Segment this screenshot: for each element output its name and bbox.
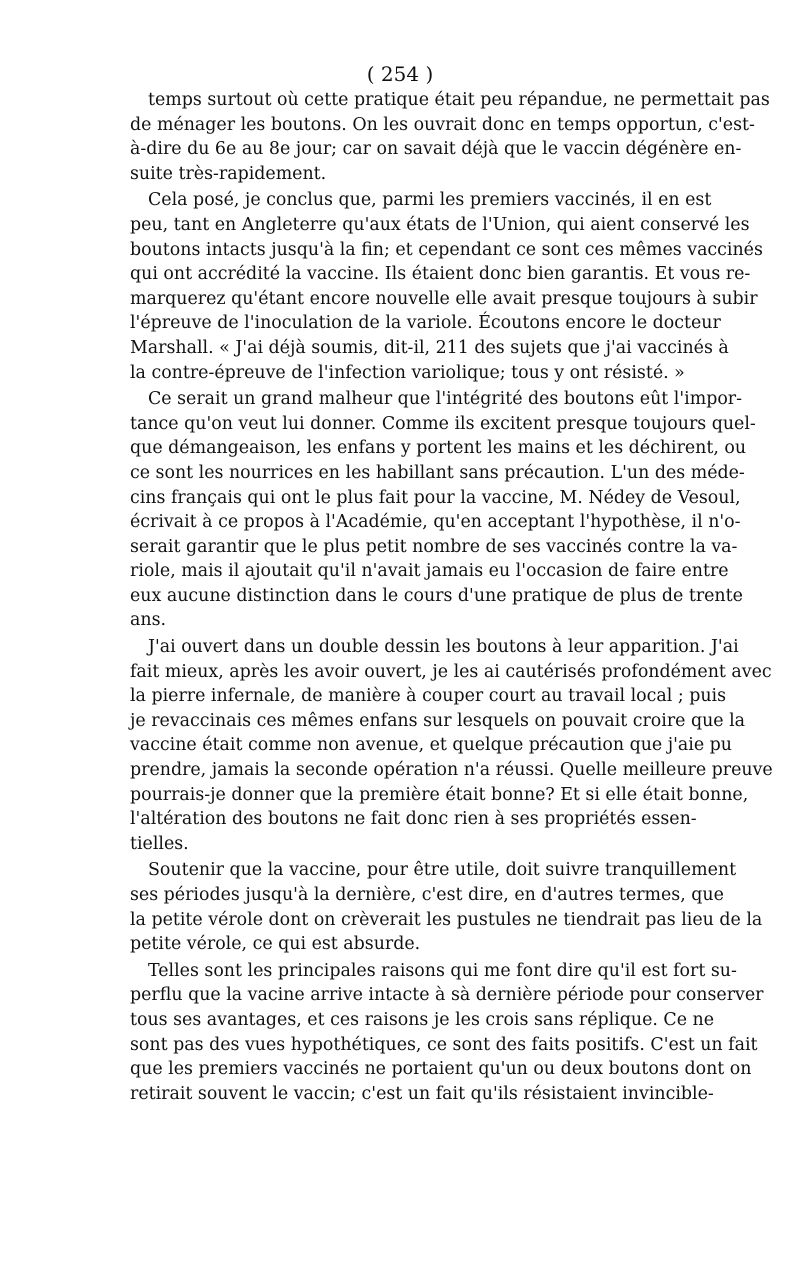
text-line: pourrais-je donner que la première était bonne? Et si elle était bonne, [130,784,749,805]
text-line: tous ses avantages, et ces raisons je les crois sans réplique. Ce ne [130,1009,715,1030]
text-line: cins français qui ont le plus fait pour la vaccine, M. Nédey de Vesoul, [130,487,741,508]
text-line: vaccine était comme non avenue, et quelque précaution que j'aie pu [130,735,732,756]
text-line: tielles. [130,833,189,854]
text-line: retirait souvent le vaccin; c'est un fait qu'ils résistaient invincible- [130,1083,714,1104]
text-line: l'épreuve de l'inoculation de la variole. Écoutons encore le docteur [130,313,721,334]
text-line: perflu que la vacine arrive intacte à sà dernière période pour conserver [130,985,764,1006]
text-line: que les premiers vaccinés ne portaient qu'un ou deux boutons dont on [130,1059,752,1080]
text-line: la pierre infernale, de manière à couper court au travail local ; puis [130,686,727,707]
page-number: ( 254 ) [366,62,434,86]
text-line: ses périodes jusqu'à la dernière, c'est dire, en d'autres termes, que [130,885,724,905]
text-line: Marshall. « J'ai déjà soumis, dit-il, 211 des sujets que j'ai vaccinés à [130,337,729,358]
paragraph [130,635,773,856]
text-line: écrivait à ce propos à l'Académie, qu'en acceptant l'hypothèse, il n'o- [130,512,741,533]
paragraph [130,858,763,956]
text-line: prendre, jamais la seconde opération n'a réussi. Quelle meilleure preuve [130,760,773,781]
text-line: Ce serait un grand malheur que l'intégrité des boutons eût l'impor- [148,389,742,410]
text-line: riole, mais il ajoutait qu'il n'avait jamais eu l'occasion de faire entre [130,561,729,582]
text-line: qui ont accrédité la vaccine. Ils étaient donc bien garantis. Et vous re- [130,264,751,285]
text-line: Cela posé, je conclus que, parmi les premiers vaccinés, il en est [148,190,712,211]
text-line: peu, tant en Angleterre qu'aux états de l'Union, qui aient conservé les [130,214,750,235]
paragraph [130,88,770,186]
text-line: l'altération des boutons ne fait donc rien à ses propriétés essen- [130,809,697,830]
body-text [130,88,773,1106]
text-line: tance qu'on veut lui donner. Comme ils excitent presque toujours quel- [130,413,756,434]
text-line: fait mieux, après les avoir ouvert, je les ai cautérisés profondément avec [130,661,772,682]
text-line: marquerez qu'étant encore nouvelle elle avait presque toujours à subir [130,288,758,309]
text-line: ce sont les nourrices en les habillant sans précaution. L'un des méde- [130,462,745,483]
text-line: serait garantir que le plus petit nombre de ses vaccinés contre la va- [130,536,738,557]
text-line: boutons intacts jusqu'à la fin; et cependant ce sont ces mêmes vaccinés [130,239,763,260]
text-line: sont pas des vues hypothétiques, ce sont des faits positifs. C'est un fait [130,1034,758,1055]
text-line: petite vérole, ce qui est absurde. [130,934,421,955]
text-line: la contre-épreuve de l'infection variolique; tous y ont résisté. » [130,362,685,383]
text-line: je revaccinais ces mêmes enfans sur lesquels on pouvait croire que la [130,710,746,731]
text-line: de ménager les boutons. On les ouvrait donc en temps opportun, c'est- [130,114,755,135]
text-line: suite très-rapidement. [130,163,327,184]
paragraph [130,188,763,385]
text-line: Telles sont les principales raisons qui me font dire qu'il est fort su- [148,960,737,981]
paragraph [130,387,756,633]
text-line: eux aucune distinction dans le cours d'une pratique de plus de trente [130,585,743,606]
text-line: Soutenir que la vaccine, pour être utile, doit suivre tranquillement [148,860,737,881]
text-line: que démangeaison, les enfans y portent les mains et les déchirent, ou [130,438,747,459]
paragraph [130,959,764,1107]
text-line: à-dire du 6e au 8e jour; car on savait déjà que le vaccin dégénère en- [130,139,742,160]
text-line: ans. [130,610,167,631]
text-line: temps surtout où cette pratique était peu répandue, ne permettait pas [148,90,770,110]
text-line: J'ai ouvert dans un double dessin les boutons à leur apparition. J'ai [148,637,739,658]
text-line: la petite vérole dont on crèverait les pustules ne tiendrait pas lieu de la [130,909,763,930]
